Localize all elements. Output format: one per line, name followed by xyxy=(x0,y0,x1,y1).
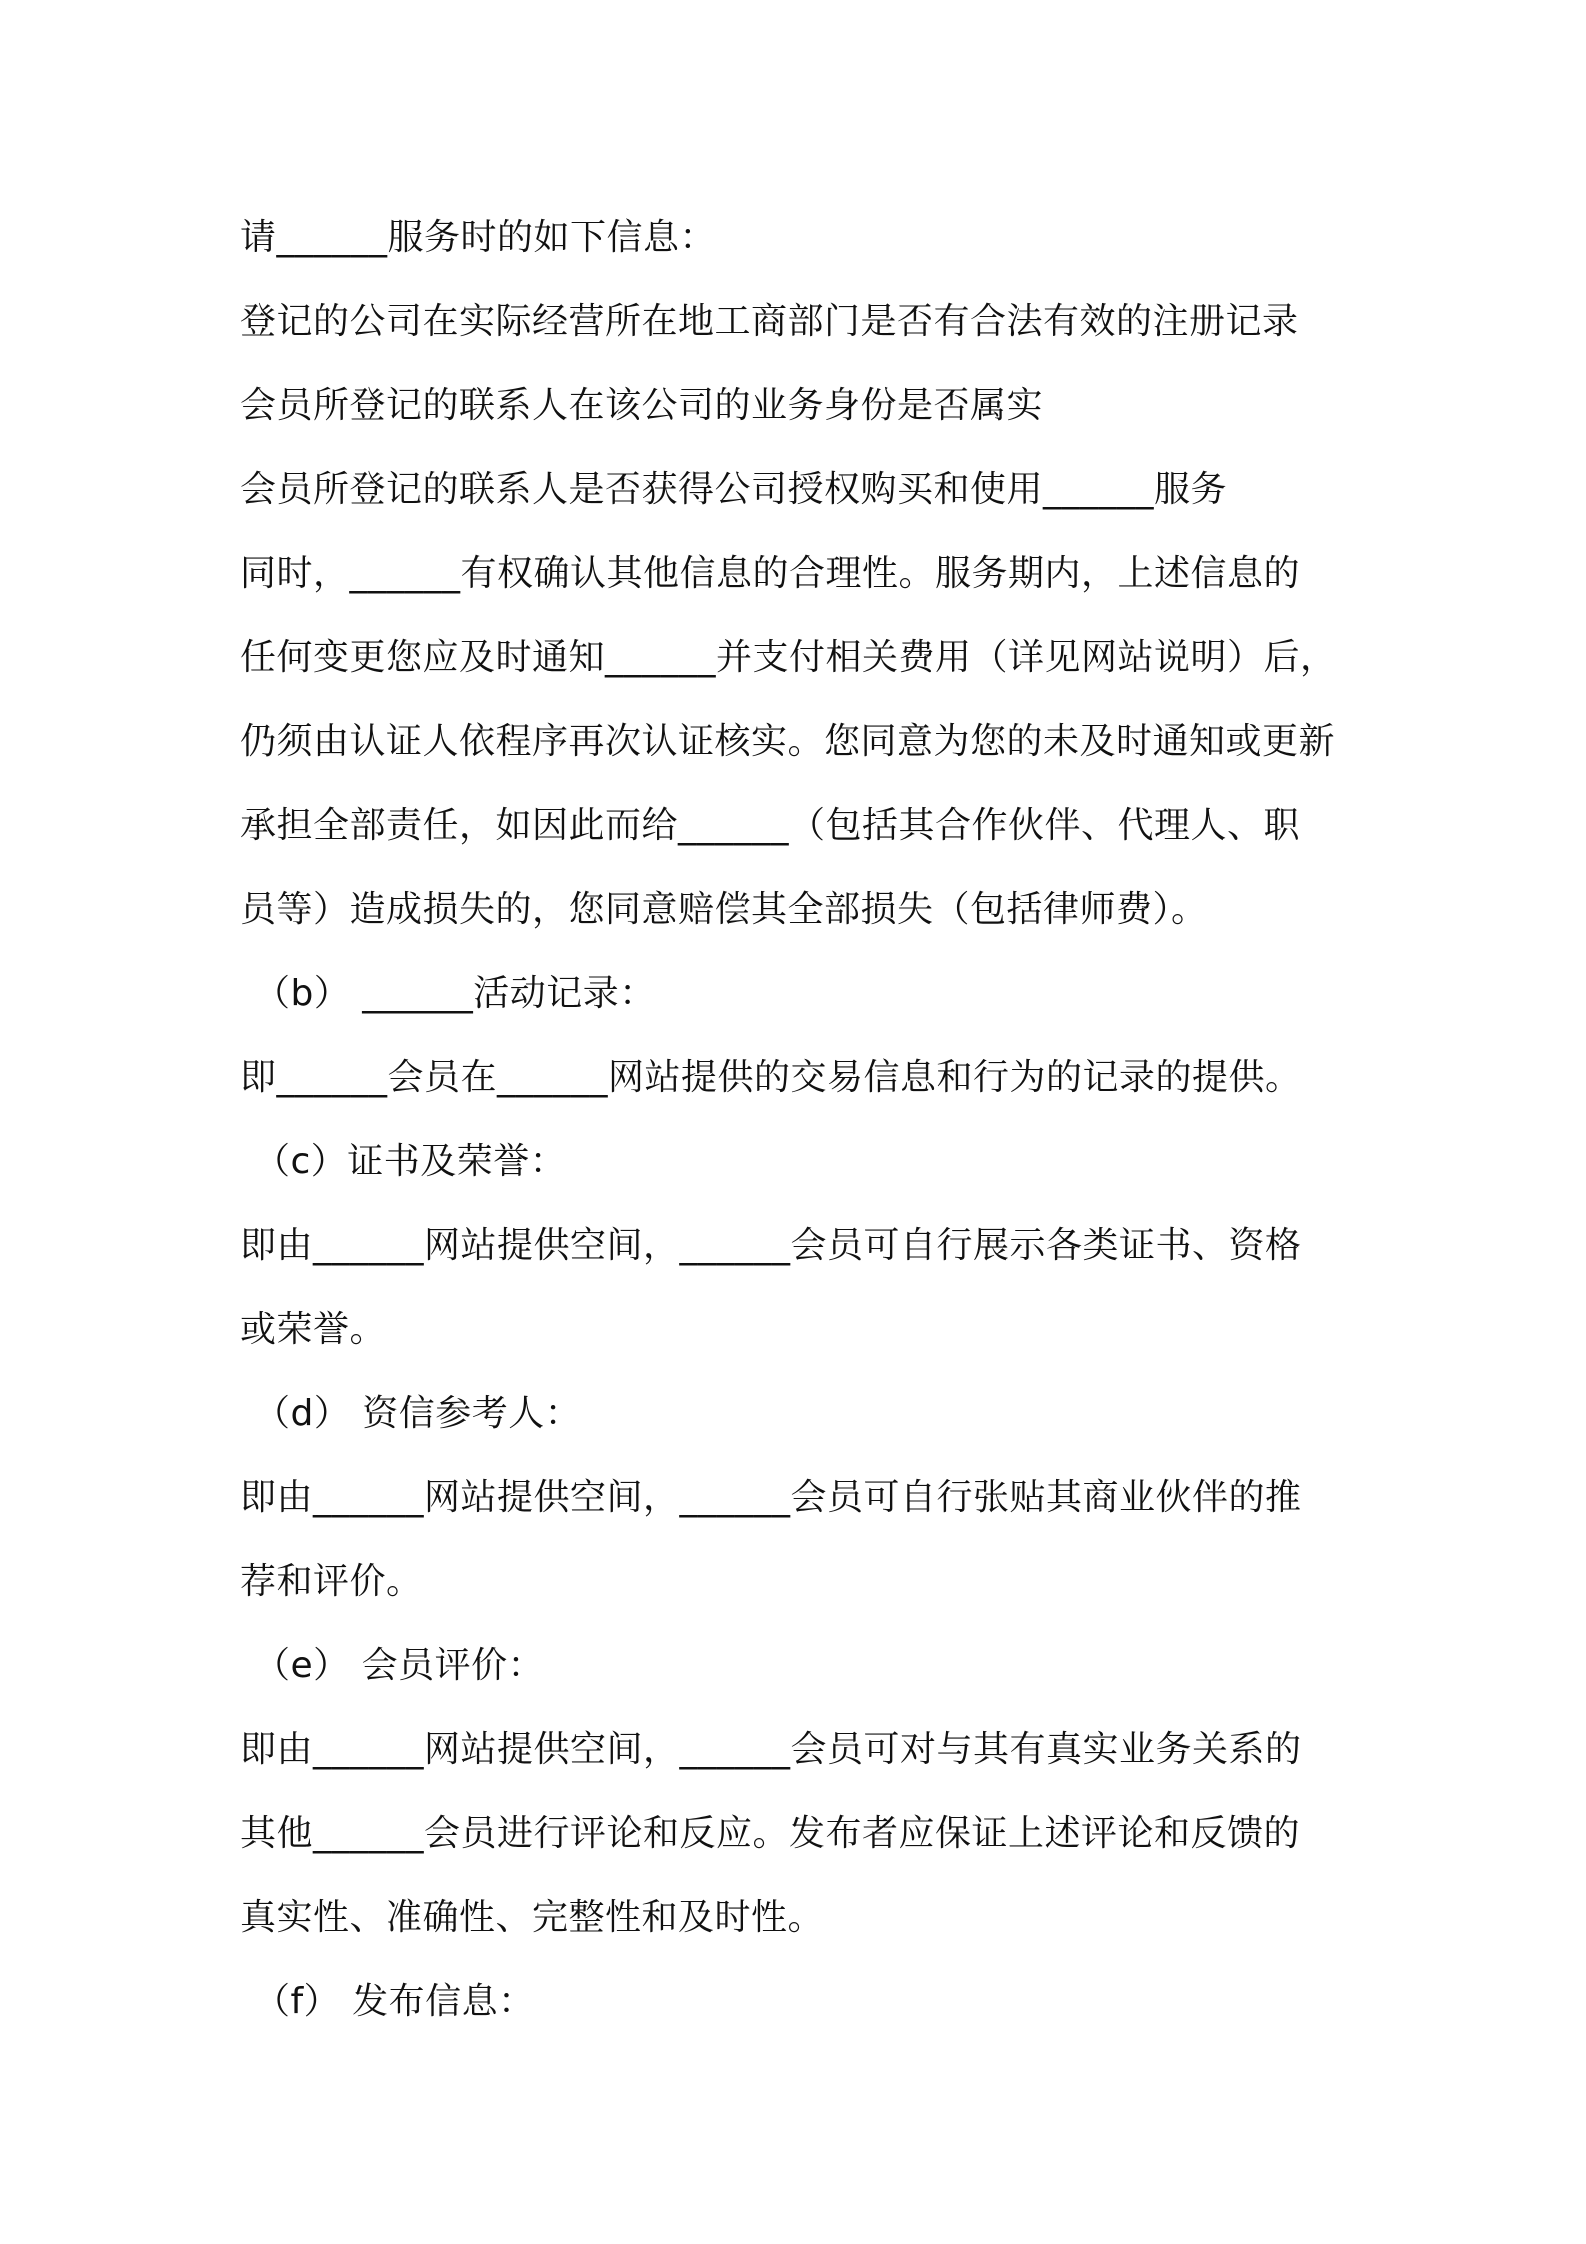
text-line: 会员所登记的联系人在该公司的业务身份是否属实 xyxy=(240,385,1044,426)
text-line: 或荣誉。 xyxy=(240,1309,387,1350)
text-line: 其他______会员进行评论和反应。发布者应保证上述评论和反馈的 xyxy=(240,1813,1301,1854)
text-line: 即由______网站提供空间，______会员可自行展示各类证书、资格 xyxy=(240,1225,1302,1266)
section-heading-f: （f） 发布信息： xyxy=(254,1981,535,2022)
text-line: 仍须由认证人依程序再次认证核实。您同意为您的未及时通知或更新 xyxy=(240,721,1336,762)
document-body xyxy=(240,196,1360,2044)
text-line: 即______会员在______网站提供的交易信息和行为的记录的提供。 xyxy=(240,1057,1302,1098)
text-line: 会员所登记的联系人是否获得公司授权购买和使用______服务 xyxy=(240,469,1228,510)
text-line: 员等）造成损失的，您同意赔偿其全部损失（包括律师费）。 xyxy=(240,889,1208,930)
text-line: 同时，______有权确认其他信息的合理性。服务期内，上述信息的 xyxy=(240,553,1301,594)
text-line: 即由______网站提供空间，______会员可自行张贴其商业伙伴的推 xyxy=(240,1477,1302,1518)
text-line: 任何变更您应及时通知______并支付相关费用（详见网站说明）后， xyxy=(240,637,1337,678)
text-line: 即由______网站提供空间，______会员可对与其有真实业务关系的 xyxy=(240,1729,1302,1770)
text-line: 荐和评价。 xyxy=(240,1561,423,1602)
section-heading-e: （e） 会员评价： xyxy=(254,1645,545,1686)
text-line: 真实性、准确性、完整性和及时性。 xyxy=(240,1897,825,1938)
section-heading-d: （d） 资信参考人： xyxy=(254,1393,582,1434)
section-heading-c: （c）证书及荣誉： xyxy=(254,1141,567,1182)
text-line: 请______服务时的如下信息： xyxy=(240,217,717,258)
section-heading-b: （b） ______活动记录： xyxy=(254,973,656,1014)
text-line: 承担全部责任，如因此而给______（包括其合作伙伴、代理人、职 xyxy=(240,805,1301,846)
text-line: 登记的公司在实际经营所在地工商部门是否有合法有效的注册记录 xyxy=(240,301,1299,342)
